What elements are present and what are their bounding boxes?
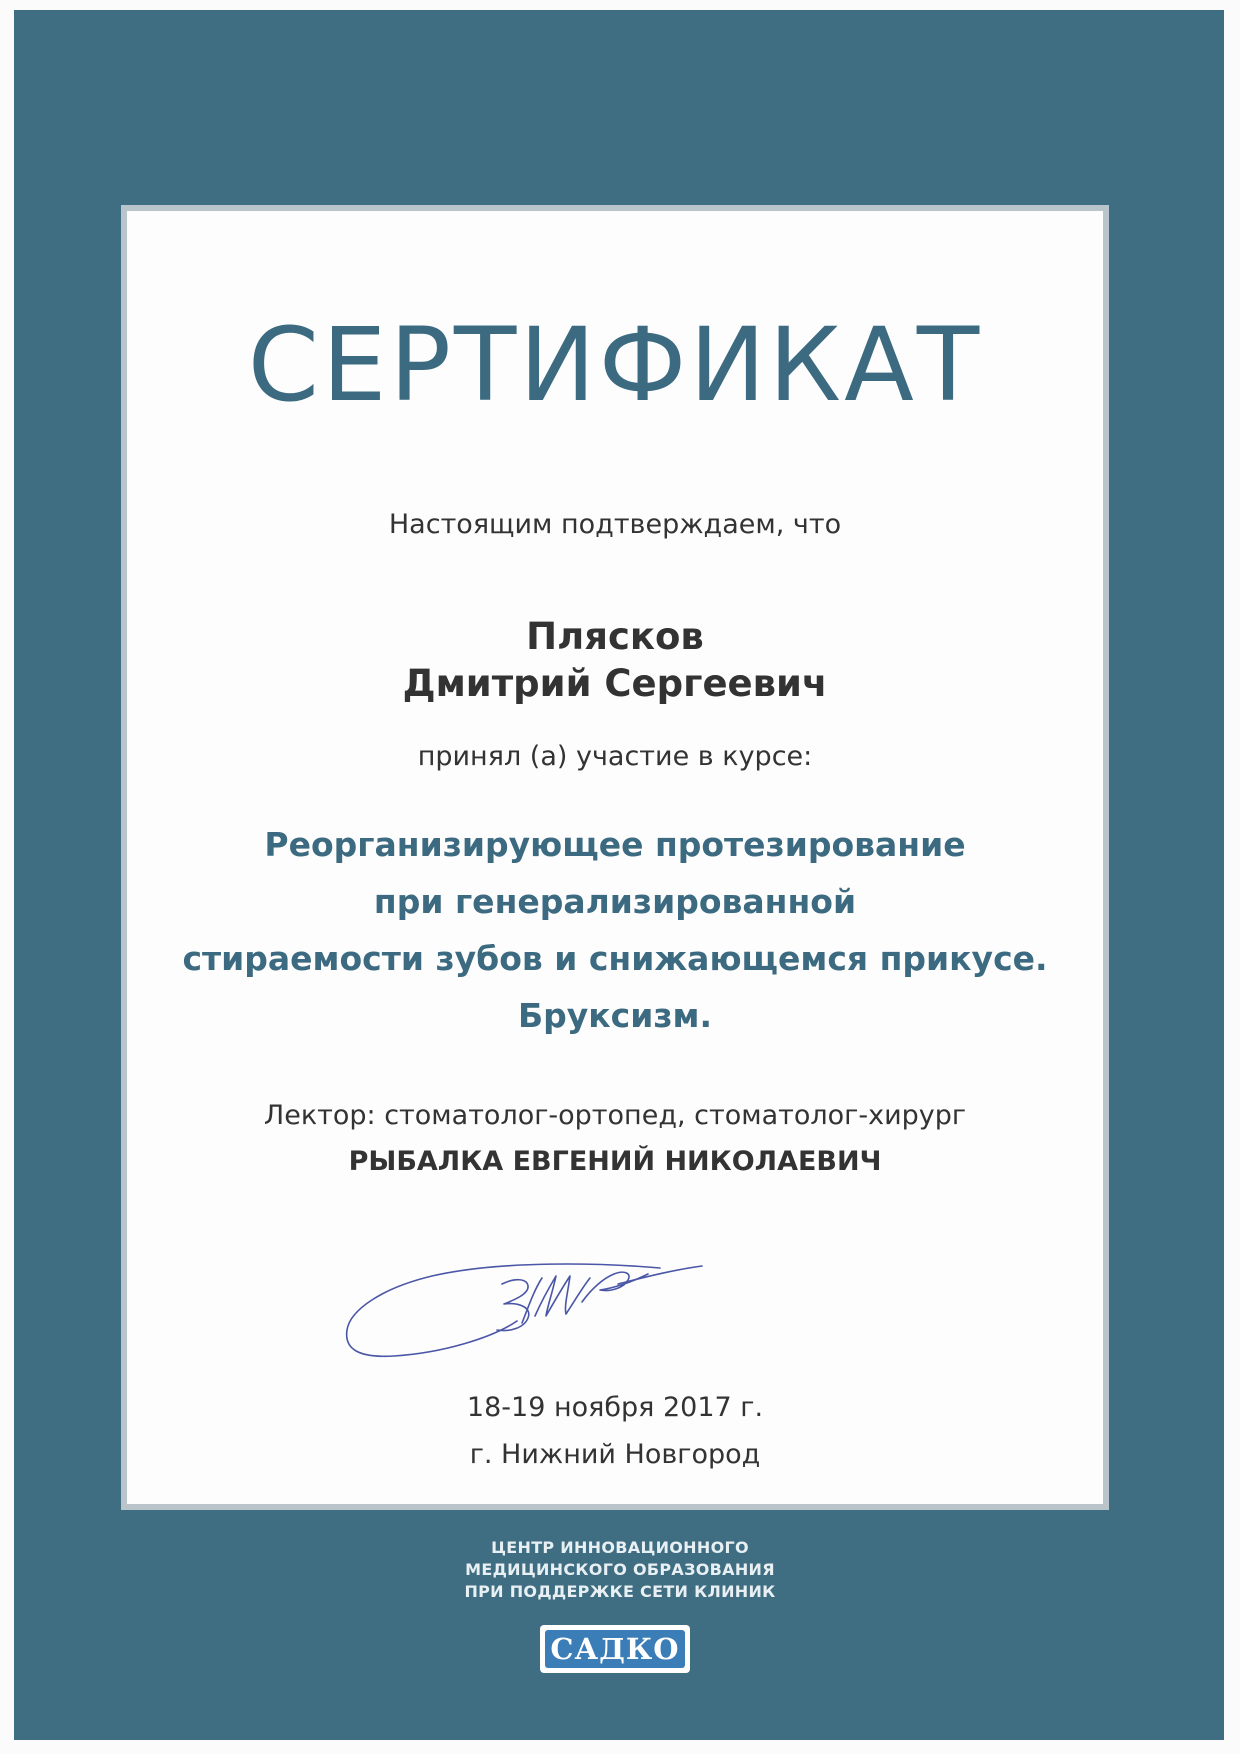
event-city: г. Нижний Новгород: [469, 1439, 761, 1470]
lecturer-name: РЫБАЛКА ЕВГЕНИЙ НИКОЛАЕВИЧ: [348, 1146, 882, 1177]
certificate-title: СЕРТИФИКАТ: [247, 306, 983, 425]
organization-line: ЦЕНТР ИННОВАЦИОННОГО: [491, 1538, 749, 1557]
organization-name: [0, 1537, 1240, 1603]
sadko-logo-text: САДКО: [545, 1630, 685, 1668]
course-title-line: Бруксизм.: [517, 996, 713, 1035]
organization-line: ПРИ ПОДДЕРЖКЕ СЕТИ КЛИНИК: [464, 1582, 776, 1601]
course-title: [127, 816, 1103, 1044]
intro-text: Настоящим подтверждаем, что: [388, 509, 842, 540]
course-title-line: при генерализированной: [373, 882, 857, 921]
event-date: 18-19 ноября 2017 г.: [466, 1392, 764, 1423]
recipient-last-name: Плясков: [526, 615, 704, 658]
participation-text: принял (а) участие в курсе:: [417, 741, 813, 772]
lecturer-role: Лектор: стоматолог-ортопед, стоматолог-хирург: [263, 1100, 967, 1131]
organization-line: МЕДИЦИНСКОГО ОБРАЗОВАНИЯ: [465, 1560, 775, 1579]
recipient-name: [127, 613, 1103, 707]
sadko-logo: [540, 1625, 690, 1673]
course-title-line: Реорганизирующее протезирование: [264, 825, 966, 864]
certificate-panel: [127, 211, 1103, 1504]
course-title-line: стираемости зубов и снижающемся прикусе.: [182, 939, 1048, 978]
recipient-first-name: Дмитрий Сергеевич: [402, 662, 828, 705]
signature: [342, 1218, 742, 1368]
